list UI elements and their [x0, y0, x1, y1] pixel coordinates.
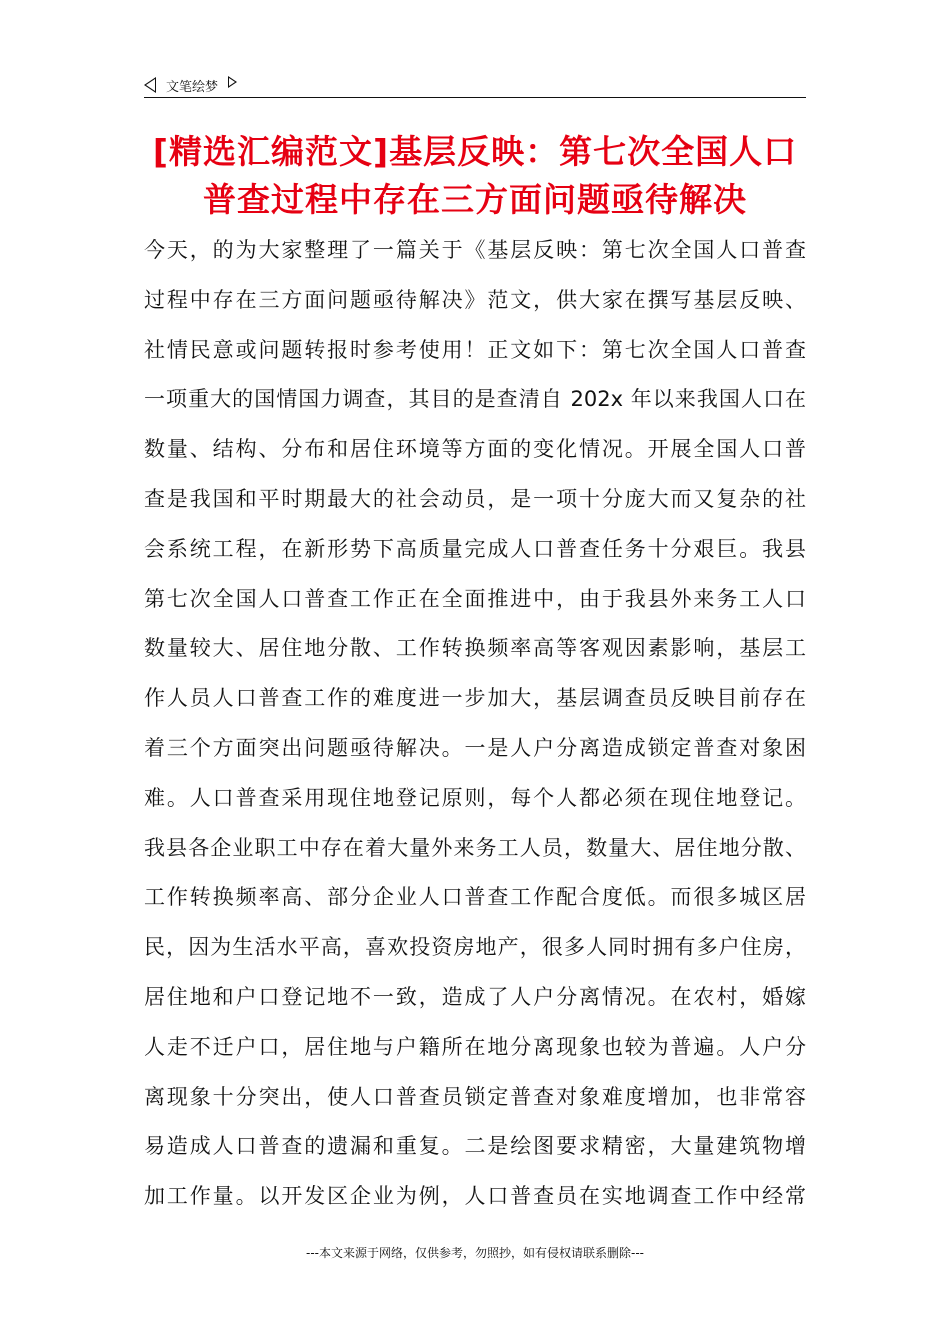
- body-line: 居住地和户口登记地不一致，造成了人户分离情况。在农村，婚嫁: [144, 984, 806, 1009]
- body-line: 着三个方面突出问题亟待解决。一是人户分离造成锁定普查对象困: [144, 735, 806, 760]
- page-header: [144, 72, 806, 98]
- title-line-2: 普查过程中存在三方面问题亟待解决: [203, 180, 747, 219]
- document-body: [144, 226, 806, 1222]
- body-line: 一项重大的国情国力调查，其目的是查清自 202x 年以来我国人口在: [144, 387, 806, 412]
- body-line: 易造成人口普查的遗漏和重复。二是绘图要求精密，大量建筑物增: [144, 1134, 806, 1159]
- body-line: 工作转换频率高、部分企业人口普查工作配合度低。而很多城区居: [144, 885, 806, 910]
- body-line: 加工作量。以开发区企业为例，人口普查员在实地调查工作中经常: [144, 1184, 806, 1209]
- body-line: 今天，的为大家整理了一篇关于《基层反映：第七次全国人口普查: [144, 238, 806, 262]
- body-line: 作人员人口普查工作的难度进一步加大，基层调查员反映目前存在: [144, 686, 806, 711]
- body-line: 难。人口普查采用现住地登记原则，每个人都必须在现住地登记。: [144, 785, 806, 810]
- body-line: 数量较大、居住地分散、工作转换频率高等客观因素影响，基层工: [144, 636, 806, 661]
- body-line: 人走不迁户口，居住地与户籍所在地分离现象也较为普遍。人户分: [144, 1034, 806, 1059]
- body-line: 数量、结构、分布和居住环境等方面的变化情况。开展全国人口普: [144, 437, 806, 462]
- header-brand: 文笔绘梦: [166, 79, 219, 95]
- right-triangle-icon: [228, 76, 237, 88]
- body-line: 过程中存在三方面问题亟待解决》范文，供大家在撰写基层反映、: [144, 287, 806, 312]
- body-line: 会系统工程，在新形势下高质量完成人口普查任务十分艰巨。我县: [144, 536, 806, 561]
- body-line: 离现象十分突出，使人口普查员锁定普查对象难度增加，也非常容: [144, 1084, 806, 1109]
- document-title: [144, 128, 806, 224]
- body-line: 查是我国和平时期最大的社会动员，是一项十分庞大而又复杂的社: [144, 486, 806, 511]
- body-line: 我县各企业职工中存在着大量外来务工人员，数量大、居住地分散、: [144, 835, 806, 860]
- header-divider: [144, 97, 806, 98]
- body-line: 民，因为生活水平高，喜欢投资房地产，很多人同时拥有多户住房，: [144, 935, 806, 960]
- body-line: 第七次全国人口普查工作正在全面推进中，由于我县外来务工人口: [144, 586, 806, 611]
- title-line-1: [精选汇编范文]基层反映：第七次全国人口: [152, 132, 798, 171]
- body-line: 社情民意或问题转报时参考使用！正文如下：第七次全国人口普查: [144, 337, 806, 362]
- footer-disclaimer: ---本文来源于网络，仅供参考，勿照抄，如有侵权请联系删除---: [306, 1246, 644, 1260]
- left-triangle-icon: [144, 77, 156, 93]
